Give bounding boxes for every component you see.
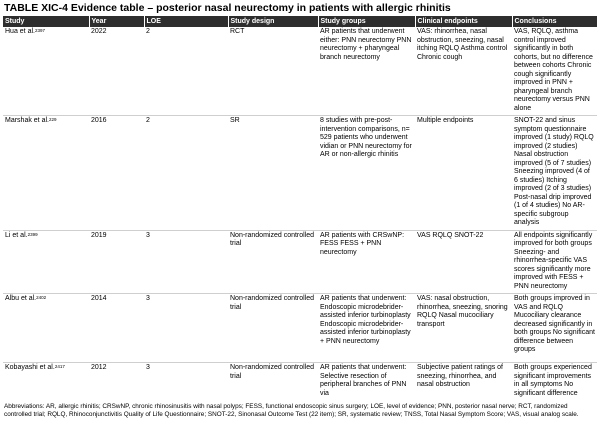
abbreviations-footnote: Abbreviations: AR, allergic rhinitis; CRSwNP, chronic rhinosinusitis with nasal polyps; FESS, functional endoscopic sinus surgery; LOE, level of evidence; PNN, posterior nasal nerve; RCT, randomized controlled trial; RQLQ, Rhinoconjunctivitis Quality of Life Questionnaire; SNOT-22, Sinonasal Outcome Test (22 item); SR, systematic review; TNSS, Total Nasal Symptom Score; VAS, visual analog scale. xyxy=(4,403,579,419)
cell-groups: AR patients that underwent either: PNN neurectomy PNN neurectomy + pharyngeal branch neurectomy xyxy=(318,27,415,116)
cell-design: Non-randomized controlled trial xyxy=(228,294,318,363)
reference-number: 2397 xyxy=(34,28,45,33)
table-row xyxy=(3,363,597,403)
table-row xyxy=(3,27,597,116)
cell-design: Non-randomized controlled trial xyxy=(228,363,318,403)
cell-study: Hua et al.$^{2397}$ xyxy=(3,27,89,116)
table-row xyxy=(3,230,597,294)
cell-groups: AR patients that underwent: Endoscopic microdebrider-assisted inferior turbinoplasty Endoscopic microdebrider-assisted inferior turbinoplasty + PNN neurectomy xyxy=(318,294,415,363)
cell-study: Li et al.$^{2399}$ xyxy=(3,230,89,294)
cell-loe: 3 xyxy=(144,294,228,363)
cell-loe: 2 xyxy=(144,116,228,231)
column-header-conclusions: Conclusions xyxy=(512,16,597,27)
cell-conclusions: Both groups improved in VAS and RQLQ Mucociliary clearance decreased significantly in both groups No significant difference between groups xyxy=(512,294,597,363)
cell-groups: AR patients with CRSwNP: FESS FESS + PNN neurectomy xyxy=(318,230,415,294)
table-header-row xyxy=(3,16,597,27)
evidence-table xyxy=(3,16,597,402)
column-header-clinical-endpoints: Clinical endpoints xyxy=(415,16,512,27)
cell-design: Non-randomized controlled trial xyxy=(228,230,318,294)
cell-year: 2016 xyxy=(89,116,144,231)
cell-loe: 3 xyxy=(144,363,228,403)
reference-number: 2399 xyxy=(27,231,38,237)
column-header-study-groups: Study groups xyxy=(318,16,415,27)
column-header-study-design: Study design xyxy=(228,16,318,27)
cell-endpoints: VAS RQLQ SNOT-22 xyxy=(415,230,512,294)
cell-endpoints: VAS: nasal obstruction, rhinorrhea, sneezing, snoring RQLQ Nasal mucociliary transport xyxy=(415,294,512,363)
cell-groups: AR patients that underwent: Selective resection of peripheral branches of PNN via xyxy=(318,363,415,403)
cell-year: 2014 xyxy=(89,294,144,363)
reference-number: 2402 xyxy=(36,295,47,300)
cell-endpoints: VAS: rhinorrhea, nasal obstruction, sneezing, nasal itching RQLQ Asthma control Chronic cough xyxy=(415,27,512,116)
cell-loe: 3 xyxy=(144,230,228,294)
column-header-loe: LOE xyxy=(144,16,228,27)
cell-study: Marshak et al.$^{229}$ xyxy=(3,116,89,231)
table-row xyxy=(3,116,597,231)
column-header-study: Study xyxy=(3,16,89,27)
cell-loe: 2 xyxy=(144,27,228,116)
cell-study: Albu et al.$^{2402}$ xyxy=(3,294,89,363)
cell-endpoints: Subjective patient ratings of sneezing, rhinorrhea, and nasal obstruction xyxy=(415,363,512,403)
cell-conclusions: SNOT-22 and sinus symptom questionnaire improved (1 study) RQLQ improved (2 studies) Nasal obstruction improved (5 of 7 studies) Sneezing improved (4 of 6 studies) Itching improved (2 of 3 studies) Post-nasal drip improved (1 of 4 studies) No AR-specific subgroup analysis xyxy=(512,116,597,231)
cell-design: SR xyxy=(228,116,318,231)
cell-study: Kobayashi et al.$^{2417}$ xyxy=(3,363,89,403)
cell-design: RCT xyxy=(228,27,318,116)
reference-number: 2417 xyxy=(54,364,65,369)
cell-groups: 8 studies with pre-post-intervention comparisons, n= 529 patients who underwent vidian or PNN neurectomy for AR or non-allergic rhinitis xyxy=(318,116,415,231)
cell-conclusions: VAS, RQLQ, asthma control improved significantly in both cohorts, but no difference between cohorts Chronic cough significantly improved in PNN + pharyngeal branch neurectomy versus PNN alone xyxy=(512,27,597,116)
table-title: TABLE XIC-4 Evidence table – posterior nasal neurectomy in patients with allergic rhinitis xyxy=(4,2,451,14)
cell-year: 2019 xyxy=(89,230,144,294)
cell-endpoints: Multiple endpoints xyxy=(415,116,512,231)
column-header-year: Year xyxy=(89,16,144,27)
cell-conclusions: Both groups experienced significant improvements in all symptoms No significant difference xyxy=(512,363,597,403)
cell-year: 2012 xyxy=(89,363,144,403)
cell-conclusions: All endpoints significantly improved for both groups Sneezing- and rhinorrhea-specific VAS scores significantly more improved with FESS + PNN neurectomy xyxy=(512,230,597,294)
reference-number: 229 xyxy=(48,117,57,122)
cell-year: 2022 xyxy=(89,27,144,116)
table-row xyxy=(3,294,597,363)
evidence-table-container xyxy=(3,16,597,402)
